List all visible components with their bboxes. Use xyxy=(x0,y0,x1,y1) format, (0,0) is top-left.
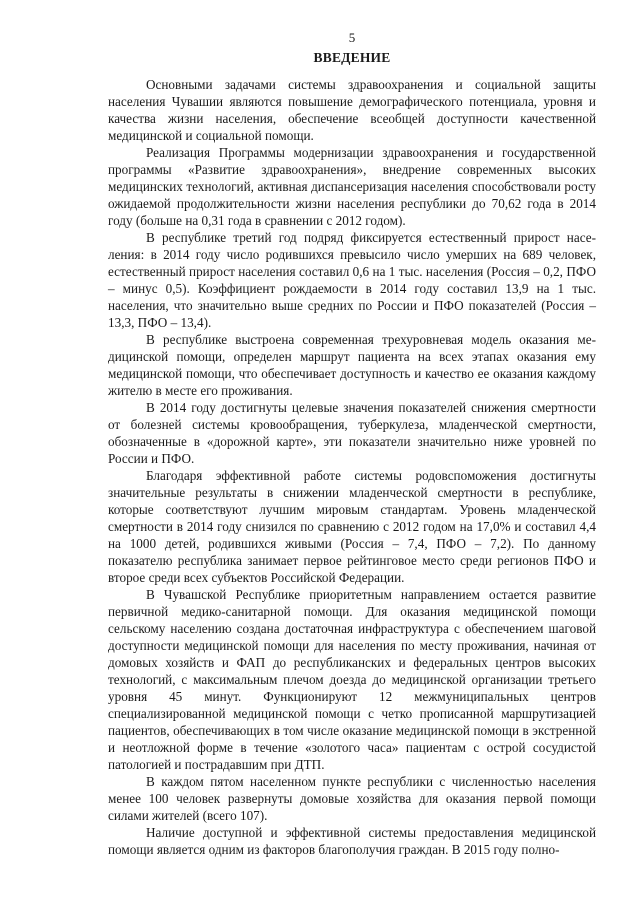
paragraph-7: В Чувашской Республике приоритетным направлением остается развитие первичной медико-санитарной помощи. Для оказания медицинской помощи сельскому населению создана достаточная инфраструктура с обеспечением шаговой доступности медицинской помощи для населения по месту проживания, начиная от домовых хозяйств и ФАП до республиканских и федеральных центров высоких технологий, с максимальным плечом доезда до медицинской организации третьего уровня 45 минут. Функционируют 12 межмуниципальных центров специализированной медицинской помощи с четко прописанной маршрутизацией пациентов, обеспечивающих в том числе оказание медицинской помощи в экстренной и неотложной форме в течение «золотого часа» пациентам с острой сосудистой патологией и пострадавшим при ДТП. xyxy=(108,587,596,772)
paragraph-4: В республике выстроена современная трехуровневая модель оказания медицинской помощи, определен маршрут пациента на всех этапах оказания ему медицинской помощи, что обеспечивает доступность и качество ее оказания каждому жителю в месте его проживания. xyxy=(108,332,596,398)
paragraph-1: Основными задачами системы здравоохранения и социальной защиты населения Чувашии являются повышение демографического потенциала, уровня и качества жизни населения, обеспечение всеобщей доступности качественной медицинской и социальной помощи. xyxy=(108,77,596,143)
section-heading: ВВЕДЕНИЕ xyxy=(313,50,391,65)
paragraph-2: Реализация Программы модернизации здравоохранения и государственной программы «Развитие здравоохранения», внедрение современных высоких медицинских технологий, активная диспансеризация населения способствовали росту ожидаемой продолжительности жизни населения республики до 70,62 года в 2014 году (больше на 0,31 года в сравнении с 2012 годом). xyxy=(108,145,596,228)
paragraph-3: В республике третий год подряд фиксируется естественный прирост населения: в 2014 году число родившихся превысило число умерших на 689 человек, естественный прирост населения составил 0,6 на 1 тыс. населения (Россия – 0,2, ПФО – минус 0,5). Коэффициент рождаемости в 2014 году составил 13,9 на 1 тыс. населения, что значительно выше средних по России и ПФО показателей (Россия – 13,3, ПФО – 13,4). xyxy=(108,230,596,330)
document-page xyxy=(108,30,596,858)
paragraph-5: В 2014 году достигнуты целевые значения показателей снижения смертности от болезней системы кровообращения, туберкулеза, младенческой смертности, обозначенные в «дорожной карте», эти показатели значительно ниже уровней по России и ПФО. xyxy=(108,400,596,466)
paragraph-6: Благодаря эффективной работе системы родовспоможения достигнуты значительные результаты в снижении младенческой смертности в республике, которые соответствуют лучшим мировым стандартам. Уровень младенческой смертности в 2014 году снизился по сравнению с 2012 годом на 17,0% и составил 4,4 на 1000 детей, родившихся живыми (Россия – 7,4, ПФО – 7,2). По данному показателю республика занимает первое рейтинговое место среди регионов ПФО и второе среди всех субъектов Российской Федерации. xyxy=(108,468,596,585)
page-number: 5 xyxy=(348,30,356,45)
paragraph-8: В каждом пятом населенном пункте республики с численностью населения менее 100 человек развернуты домовые хозяйства для оказания первой помощи силами жителей (всего 107). xyxy=(108,774,596,823)
paragraph-9: Наличие доступной и эффективной системы предоставления медицинской помощи является одним из факторов благополучия граждан. В 2015 году полно- xyxy=(108,825,596,857)
